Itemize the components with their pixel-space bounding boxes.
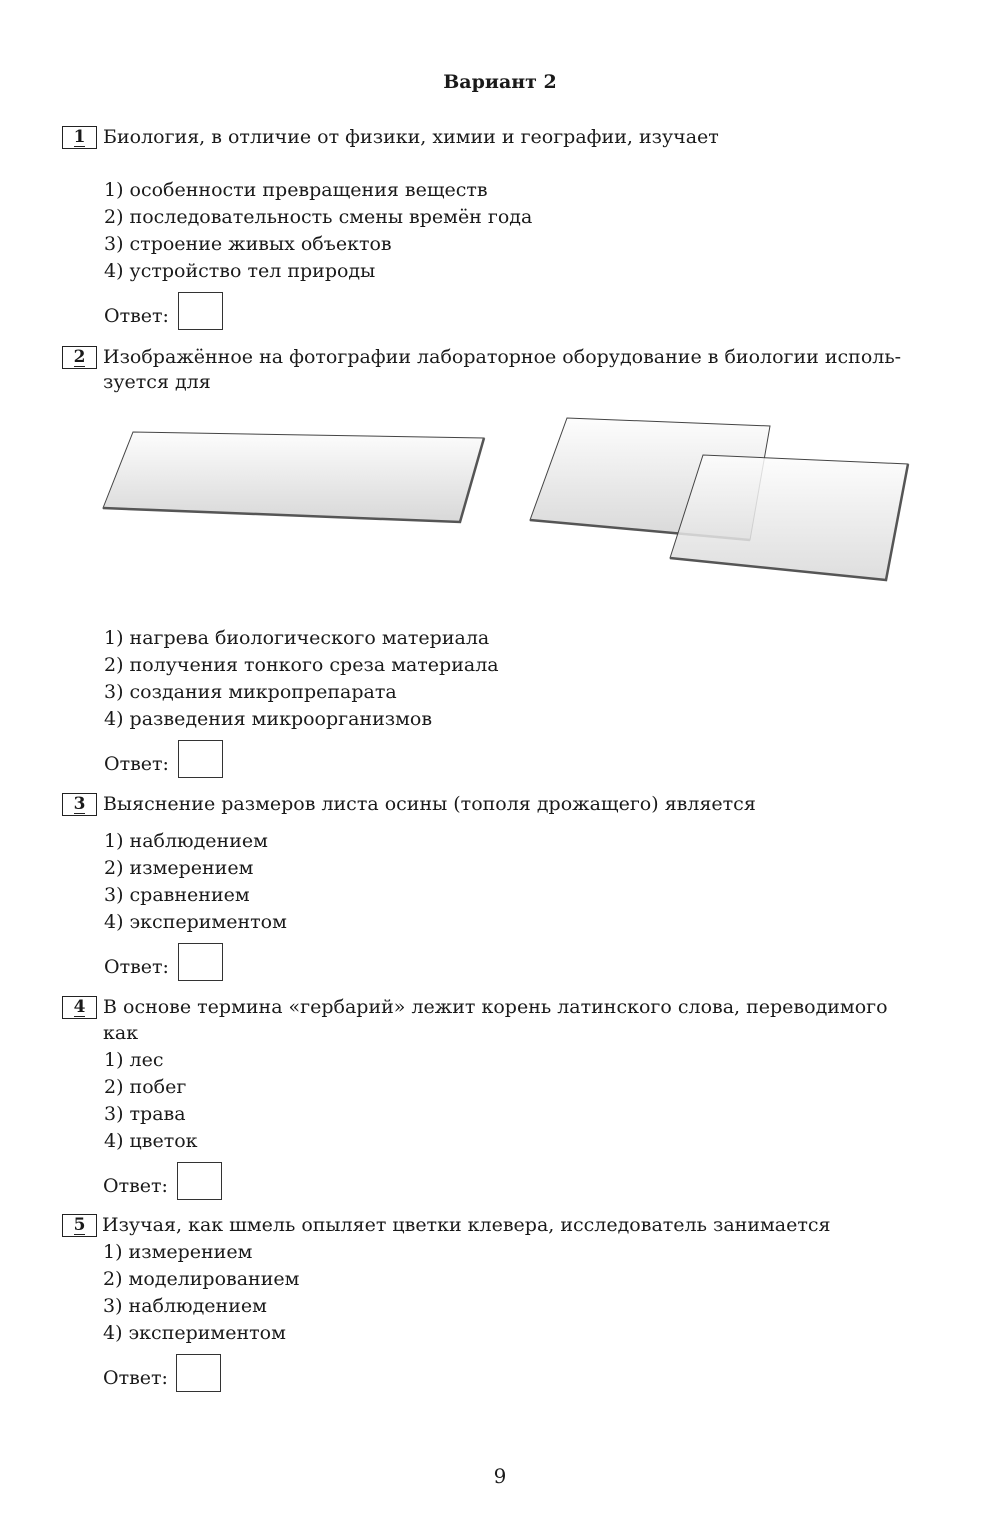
question-text: Биология, в отличие от физики, химии и географии, изучает bbox=[103, 126, 719, 148]
question-number-3: 3 bbox=[62, 793, 97, 816]
option: 2) получения тонкого среза материала bbox=[104, 654, 499, 676]
option: 1) наблюдением bbox=[104, 830, 268, 852]
option: 2) моделированием bbox=[103, 1268, 300, 1290]
option: 2) последовательность смены времён года bbox=[104, 206, 533, 228]
answer-label: Ответ: bbox=[103, 1175, 168, 1197]
answer-label: Ответ: bbox=[104, 305, 169, 327]
option: 3) наблюдением bbox=[103, 1295, 267, 1317]
question-text: В основе термина «гербарий» лежит корень латинского слова, переводимого bbox=[103, 996, 888, 1018]
option: 4) экспериментом bbox=[104, 911, 287, 933]
option: 1) измерением bbox=[103, 1241, 253, 1263]
question-number-4: 4 bbox=[62, 996, 97, 1019]
option: 3) создания микропрепарата bbox=[104, 681, 397, 703]
question-number-5: 5 bbox=[62, 1214, 97, 1237]
option: 2) побег bbox=[104, 1076, 187, 1098]
question-text: Изображённое на фотографии лабораторное оборудование в биологии исполь- bbox=[103, 346, 902, 368]
option: 1) лес bbox=[104, 1049, 164, 1071]
option: 4) экспериментом bbox=[103, 1322, 286, 1344]
page-title: Вариант 2 bbox=[443, 71, 557, 93]
answer-box-2[interactable] bbox=[178, 740, 223, 778]
glass-slide-front bbox=[670, 455, 908, 580]
option: 4) цветок bbox=[104, 1130, 198, 1152]
question-text: зуется для bbox=[103, 371, 211, 393]
question-text: Изучая, как шмель опыляет цветки клевера, исследователь занимается bbox=[102, 1214, 831, 1236]
option: 2) измерением bbox=[104, 857, 254, 879]
answer-label: Ответ: bbox=[103, 1367, 168, 1389]
question-number-2: 2 bbox=[62, 346, 97, 369]
answer-box-1[interactable] bbox=[178, 292, 223, 330]
option: 1) особенности превращения веществ bbox=[104, 179, 488, 201]
answer-box-3[interactable] bbox=[178, 943, 223, 981]
question-text: как bbox=[103, 1022, 139, 1044]
answer-label: Ответ: bbox=[104, 753, 169, 775]
question-text: Выяснение размеров листа осины (тополя дрожащего) является bbox=[103, 793, 756, 815]
option: 3) строение живых объектов bbox=[104, 233, 392, 255]
option: 4) разведения микроорганизмов bbox=[104, 708, 433, 730]
glass-slide-single bbox=[103, 432, 484, 522]
answer-box-4[interactable] bbox=[177, 1162, 222, 1200]
option: 4) устройство тел природы bbox=[104, 260, 376, 282]
answer-label: Ответ: bbox=[104, 956, 169, 978]
option: 3) трава bbox=[104, 1103, 186, 1125]
option: 1) нагрева биологического материала bbox=[104, 627, 490, 649]
question-number-1: 1 bbox=[62, 126, 97, 149]
option: 3) сравнением bbox=[104, 884, 250, 906]
page-number: 9 bbox=[493, 1464, 507, 1488]
answer-box-5[interactable] bbox=[176, 1354, 221, 1392]
